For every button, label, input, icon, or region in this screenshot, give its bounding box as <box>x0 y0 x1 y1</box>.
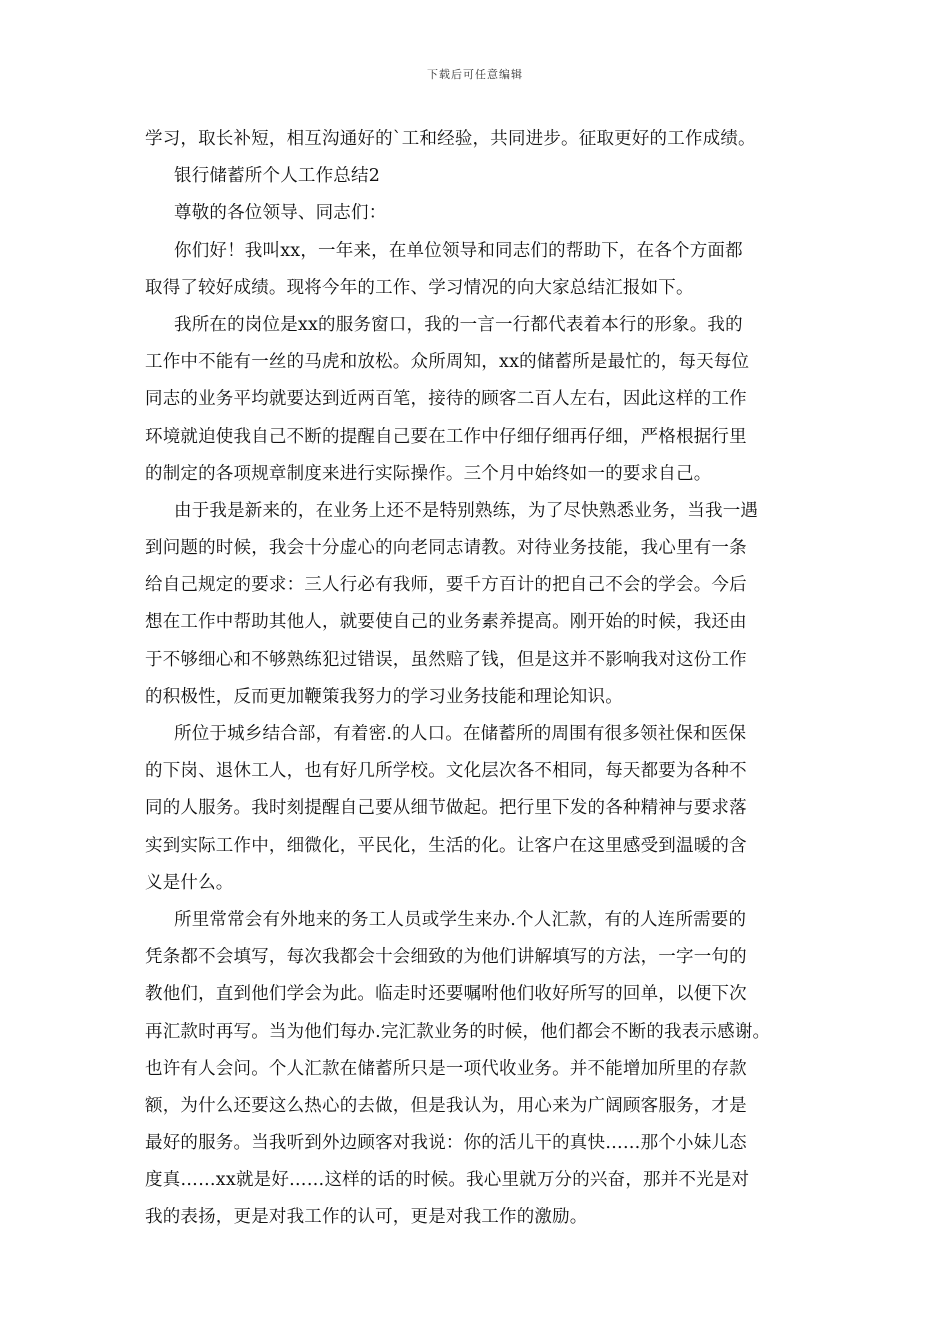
section-title: 银行储蓄所个人工作总结2 <box>174 166 381 187</box>
text-line: 再汇款时再写。当为他们每办.完汇款业务的时候，他们都会不断的我表示感谢。 <box>145 1021 771 1042</box>
text-line: 也许有人会问。个人汇款在储蓄所只是一项代收业务。并不能增加所里的存款 <box>145 1058 747 1079</box>
salutation: 尊敬的各位领导、同志们： <box>174 203 387 224</box>
document-body <box>145 124 820 1240</box>
text-line: 学习，取长补短，相互沟通好的`工和经验，共同进步。征取更好的工作成绩。 <box>145 129 756 149</box>
text-line: 由于我是新来的，在业务上还不是特别熟练，为了尽快熟悉业务，当我一遇 <box>174 500 759 521</box>
text-line: 实到实际工作中，细微化，平民化，生活的化。让客户在这里感受到温暖的含 <box>145 835 747 856</box>
text-line: 凭条都不会填写，每次我都会十会细致的为他们讲解填写的方法，一字一句的 <box>145 947 747 968</box>
text-line: 我所在的岗位是xx的服务窗口，我的一言一行都代表着本行的形象。我的 <box>174 314 743 335</box>
text-line: 同的人服务。我时刻提醒自己要从细节做起。把行里下发的各种精神与要求落 <box>145 798 747 819</box>
text-line: 所里常常会有外地来的务工人员或学生来办.个人汇款，有的人连所需要的 <box>174 909 747 930</box>
text-line: 取得了较好成绩。现将今年的工作、学习情况的向大家总结汇报如下。 <box>145 277 694 298</box>
text-line: 给自己规定的要求：三人行必有我师，要千方百计的把自己不会的学会。今后 <box>145 575 747 596</box>
text-line: 你们好！我叫xx，一年来，在单位领导和同志们的帮助下，在各个方面都 <box>174 240 743 261</box>
text-line: 到问题的时候，我会十分虚心的向老同志请教。对待业务技能，我心里有一条 <box>145 538 747 559</box>
text-line: 的制定的各项规章制度来进行实际操作。三个月中始终如一的要求自己。 <box>145 463 712 484</box>
text-line: 我的表扬，更是对我工作的认可，更是对我工作的激励。 <box>145 1207 588 1228</box>
text-line: 环境就迫使我自己不断的提醒自己要在工作中仔细仔细再仔细，严格根据行里 <box>145 426 747 447</box>
text-line: 义是什么。 <box>145 872 234 893</box>
text-line: 想在工作中帮助其他人，就要使自己的业务素养提高。刚开始的时候，我还由 <box>145 612 747 633</box>
text-line: 教他们，直到他们学会为此。临走时还要嘱咐他们收好所写的回单，以便下次 <box>145 984 747 1005</box>
text-line: 最好的服务。当我听到外边顾客对我说：你的活儿干的真快……那个小妹儿态 <box>145 1133 747 1154</box>
text-line: 工作中不能有一丝的马虎和放松。众所周知，xx的储蓄所是最忙的，每天每位 <box>145 352 750 373</box>
text-line: 同志的业务平均就要达到近两百笔，接待的顾客二百人左右，因此这样的工作 <box>145 389 747 410</box>
text-line: 的积极性，反而更加鞭策我努力的学习业务技能和理论知识。 <box>145 686 623 707</box>
text-line: 的下岗、退休工人，也有好几所学校。文化层次各不相同，每天都要为各种不 <box>145 761 747 782</box>
text-line: 额，为什么还要这么热心的去做，但是我认为，用心来为广阔顾客服务，才是 <box>145 1095 747 1116</box>
page-header: 下载后可任意编辑 <box>427 68 523 81</box>
text-line: 度真……xx就是好……这样的话的时候。我心里就万分的兴奋，那并不光是对 <box>145 1170 750 1191</box>
text-line: 于不够细心和不够熟练犯过错误，虽然赔了钱，但是这并不影响我对这份工作 <box>145 649 747 670</box>
text-line: 所位于城乡结合部，有着密.的人口。在储蓄所的周围有很多领社保和医保 <box>174 724 747 744</box>
